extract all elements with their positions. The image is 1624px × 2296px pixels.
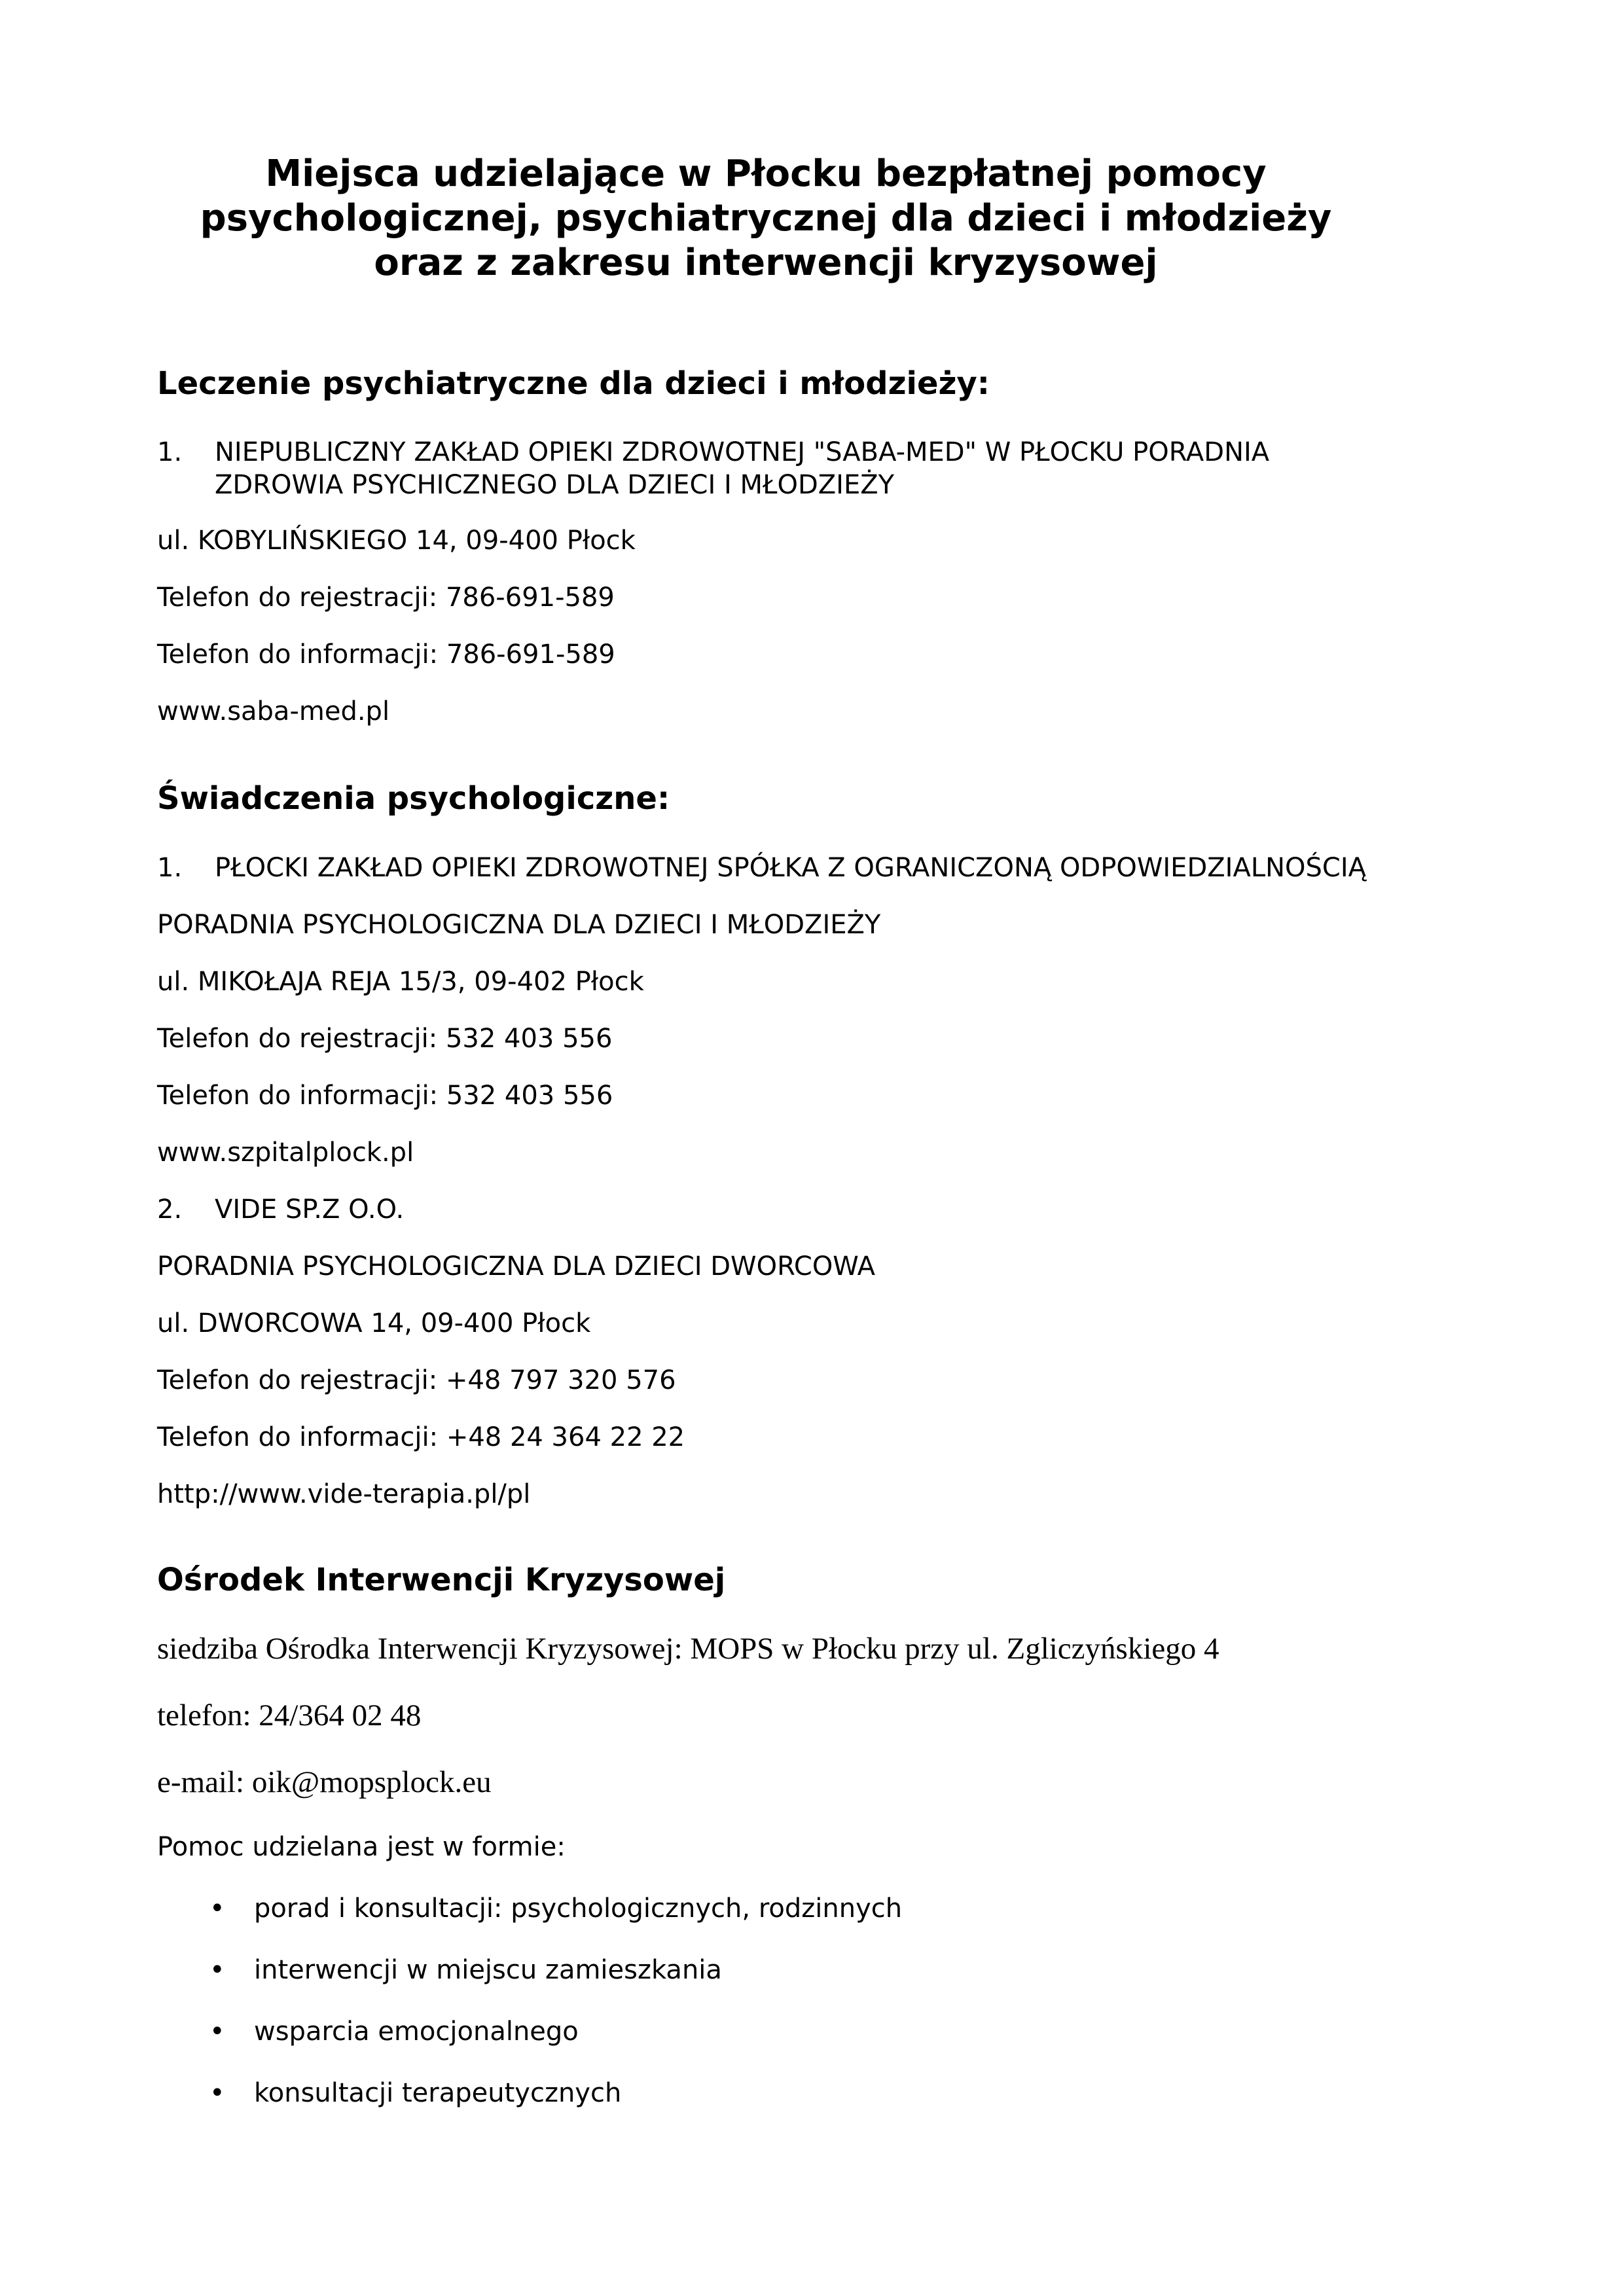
bullet-icon: •	[209, 1893, 225, 1924]
title-line-3: oraz z zakresu interwencji kryzysowej	[374, 242, 1158, 284]
bullet-icon: •	[209, 2017, 225, 2047]
psychology-item-2-clinic: PORADNIA PSYCHOLOGICZNA DLA DZIECI DWORCOWA	[157, 1251, 876, 1282]
heading-psychiatry: Leczenie psychiatryczne dla dzieci i młodzieży:	[157, 365, 990, 402]
page-title	[157, 152, 1375, 285]
item-name-line-1: NIEPUBLICZNY ZAKŁAD OPIEKI ZDROWOTNEJ "SABA-MED" W PŁOCKU PORADNIA	[215, 437, 1270, 467]
crisis-email: e-mail: oik@mopsplock.eu	[157, 1765, 492, 1799]
psychology-item-1-phone-registration: Telefon do rejestracji: 532 403 556	[157, 1024, 613, 1054]
psychiatry-phone-info: Telefon do informacji: 786-691-589	[157, 639, 615, 670]
psychology-item-1-clinic: PORADNIA PSYCHOLOGICZNA DLA DZIECI I MŁODZIEŻY	[157, 910, 881, 940]
psychology-item-1-website: www.szpitalplock.pl	[157, 1138, 414, 1168]
item-number: 1.	[157, 853, 183, 883]
psychology-item-1-phone-info: Telefon do informacji: 532 403 556	[157, 1081, 613, 1111]
item-number: 1.	[157, 437, 183, 467]
item-name-line-2: ZDROWIA PSYCHICZNEGO DLA DZIECI I MŁODZIEŻY	[215, 470, 895, 500]
bullet-icon: •	[209, 1955, 225, 1985]
list-item-text: interwencji w miejscu zamieszkania	[254, 1955, 722, 1985]
crisis-help-intro: Pomoc udzielana jest w formie:	[157, 1832, 566, 1862]
psychology-item-1-address: ul. MIKOŁAJA REJA 15/3, 09-402 Płock	[157, 967, 644, 997]
item-name: VIDE SP.Z O.O.	[215, 1194, 405, 1225]
crisis-seat: siedziba Ośrodka Interwencji Kryzysowej: MOPS w Płocku przy ul. Zgliczyńskiego 4	[157, 1632, 1219, 1666]
title-line-1: Miejsca udzielające w Płocku bezpłatnej pomocy	[265, 152, 1267, 195]
psychiatry-website: www.saba-med.pl	[157, 696, 390, 726]
psychiatry-address: ul. KOBYLIŃSKIEGO 14, 09-400 Płock	[157, 526, 636, 556]
psychology-item-2-website: http://www.vide-terapia.pl/pl	[157, 1479, 531, 1509]
psychiatry-phone-registration: Telefon do rejestracji: 786-691-589	[157, 583, 615, 613]
psychology-item-2-phone-registration: Telefon do rejestracji: +48 797 320 576	[157, 1365, 676, 1395]
list-item-text: porad i konsultacji: psychologicznych, rodzinnych	[254, 1893, 903, 1924]
psychology-item-2-address: ul. DWORCOWA 14, 09-400 Płock	[157, 1308, 591, 1338]
psychology-item-2-phone-info: Telefon do informacji: +48 24 364 22 22	[157, 1422, 685, 1452]
list-item-text: wsparcia emocjonalnego	[254, 2017, 579, 2047]
title-line-2: psychologicznej, psychiatrycznej dla dzieci i młodzieży	[200, 197, 1332, 240]
item-name: PŁOCKI ZAKŁAD OPIEKI ZDROWOTNEJ SPÓŁKA Z OGRANICZONĄ ODPOWIEDZIALNOŚCIĄ	[215, 853, 1366, 883]
item-number: 2.	[157, 1194, 183, 1225]
crisis-phone: telefon: 24/364 02 48	[157, 1698, 422, 1732]
heading-crisis: Ośrodek Interwencji Kryzysowej	[157, 1562, 726, 1598]
bullet-icon: •	[209, 2078, 225, 2108]
heading-psychology: Świadczenia psychologiczne:	[157, 780, 670, 817]
list-item-text: konsultacji terapeutycznych	[254, 2078, 622, 2108]
